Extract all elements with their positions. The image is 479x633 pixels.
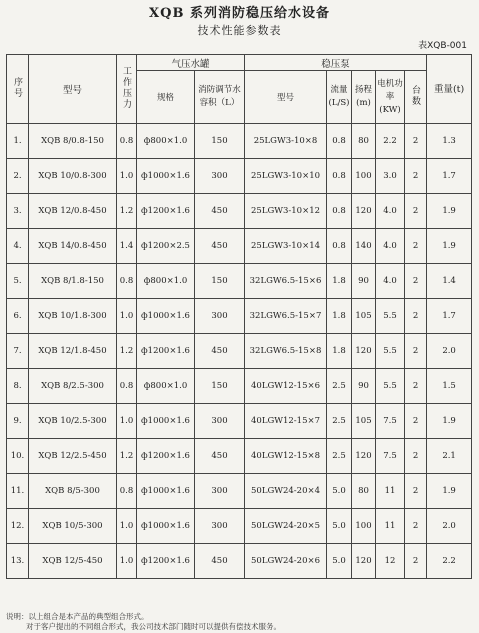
row-pump-model: 40LGW12-15×8 [245,439,327,474]
spec-table [6,54,472,579]
row-pressure: 1.0 [117,299,137,334]
row-pressure: 1.0 [117,404,137,439]
row-pump-model: 50LGW24-20×5 [245,509,327,544]
header-tank-spec: 规格 [137,71,195,124]
row-units: 2 [405,299,427,334]
footnote [6,612,281,632]
table-code: 表XQB-001 [418,41,467,51]
row-pressure: 1.0 [117,509,137,544]
table-row [7,334,472,369]
row-weight: 1.9 [427,194,472,229]
row-volume: 300 [195,474,245,509]
table-row [7,509,472,544]
row-tank-spec: ф800×1.0 [137,124,195,159]
document-subtitle: 技术性能参数表 [197,24,282,37]
row-units: 2 [405,544,427,579]
row-volume: 150 [195,369,245,404]
row-no: 12. [7,509,29,544]
row-volume: 450 [195,439,245,474]
row-flow: 5.0 [327,474,352,509]
row-model: XQB 8/1.8-150 [29,264,117,299]
row-no: 5. [7,264,29,299]
row-head: 100 [352,509,376,544]
header-pump-model: 型号 [245,71,327,124]
row-weight: 1.3 [427,124,472,159]
row-power: 5.5 [376,299,405,334]
row-model: XQB 10/2.5-300 [29,404,117,439]
table-row [7,369,472,404]
row-volume: 300 [195,509,245,544]
table-row [7,159,472,194]
row-power: 4.0 [376,264,405,299]
row-power: 4.0 [376,194,405,229]
row-model: XQB 10/0.8-300 [29,159,117,194]
row-volume: 150 [195,124,245,159]
row-units: 2 [405,334,427,369]
row-head: 140 [352,229,376,264]
footnote-line-1: 说明：以上组合是本产品的典型组合形式。 [6,612,149,621]
row-units: 2 [405,194,427,229]
row-units: 2 [405,264,427,299]
row-pressure: 0.8 [117,264,137,299]
row-weight: 1.7 [427,159,472,194]
row-model: XQB 10/5-300 [29,509,117,544]
row-head: 120 [352,334,376,369]
row-pump-model: 40LGW12-15×7 [245,404,327,439]
row-no: 4. [7,229,29,264]
row-weight: 2.2 [427,544,472,579]
row-head: 90 [352,264,376,299]
row-head: 120 [352,194,376,229]
row-pump-model: 25LGW3-10×10 [245,159,327,194]
row-weight: 1.4 [427,264,472,299]
row-units: 2 [405,474,427,509]
row-pressure: 0.8 [117,474,137,509]
header-power: 电机功率(KW) [376,71,405,124]
row-model: XQB 8/5-300 [29,474,117,509]
row-weight: 2.0 [427,509,472,544]
row-pressure: 1.2 [117,334,137,369]
row-model: XQB 12/1.8-450 [29,334,117,369]
row-power: 7.5 [376,439,405,474]
row-tank-spec: ф1000×1.6 [137,159,195,194]
row-head: 105 [352,299,376,334]
row-units: 2 [405,509,427,544]
row-model: XQB 12/5-450 [29,544,117,579]
table-row [7,544,472,579]
row-flow: 0.8 [327,124,352,159]
header-no: 序号 [7,55,29,124]
row-units: 2 [405,439,427,474]
row-pump-model: 25LGW3-10×14 [245,229,327,264]
row-pressure: 0.8 [117,369,137,404]
row-model: XQB 10/1.8-300 [29,299,117,334]
row-volume: 450 [195,194,245,229]
table-row [7,474,472,509]
row-power: 11 [376,509,405,544]
row-power: 5.5 [376,334,405,369]
row-units: 2 [405,229,427,264]
row-weight: 2.1 [427,439,472,474]
row-no: 13. [7,544,29,579]
row-units: 2 [405,124,427,159]
table-row [7,124,472,159]
row-power: 3.0 [376,159,405,194]
row-no: 9. [7,404,29,439]
row-pressure: 1.0 [117,159,137,194]
row-weight: 2.0 [427,334,472,369]
row-weight: 1.9 [427,474,472,509]
table-row [7,299,472,334]
row-head: 105 [352,404,376,439]
row-pump-model: 32LGW6.5-15×8 [245,334,327,369]
table-row [7,229,472,264]
row-weight: 1.7 [427,299,472,334]
row-head: 120 [352,544,376,579]
row-head: 80 [352,474,376,509]
row-weight: 1.9 [427,404,472,439]
row-flow: 1.8 [327,299,352,334]
row-pressure: 1.0 [117,544,137,579]
row-pressure: 0.8 [117,124,137,159]
row-tank-spec: ф1200×1.6 [137,334,195,369]
table-row [7,264,472,299]
row-volume: 150 [195,264,245,299]
row-units: 2 [405,159,427,194]
row-volume: 300 [195,299,245,334]
row-flow: 1.8 [327,334,352,369]
header-pump-group: 稳压泵 [245,55,427,71]
table-row [7,404,472,439]
row-tank-spec: ф800×1.0 [137,264,195,299]
row-pressure: 1.2 [117,439,137,474]
header-units: 台数 [405,71,427,124]
row-flow: 2.5 [327,439,352,474]
row-tank-spec: ф1200×1.6 [137,194,195,229]
row-no: 2. [7,159,29,194]
header-head: 扬程(m) [352,71,376,124]
row-tank-spec: ф1000×1.6 [137,299,195,334]
row-no: 1. [7,124,29,159]
row-volume: 300 [195,404,245,439]
row-model: XQB 12/0.8-450 [29,194,117,229]
document-title: XQB 系列消防稳压给水设备 [149,6,330,21]
row-flow: 0.8 [327,159,352,194]
row-flow: 2.5 [327,369,352,404]
header-tank-group: 气压水罐 [137,55,245,71]
row-flow: 2.5 [327,404,352,439]
row-flow: 5.0 [327,544,352,579]
row-head: 80 [352,124,376,159]
row-head: 120 [352,439,376,474]
header-work-pressure: 工作压力 [117,55,137,124]
row-pump-model: 50LGW24-20×4 [245,474,327,509]
row-pump-model: 25LGW3-10×12 [245,194,327,229]
row-power: 4.0 [376,229,405,264]
row-no: 11. [7,474,29,509]
footnote-line-2: 对于客户提出的不同组合形式，我公司技术部门随时可以提供有偿技术服务。 [26,622,281,631]
row-no: 7. [7,334,29,369]
row-pump-model: 50LGW24-20×6 [245,544,327,579]
row-power: 7.5 [376,404,405,439]
row-no: 8. [7,369,29,404]
row-flow: 5.0 [327,509,352,544]
row-units: 2 [405,369,427,404]
row-volume: 450 [195,544,245,579]
row-tank-spec: ф1200×1.6 [137,439,195,474]
row-weight: 1.9 [427,229,472,264]
table-row [7,439,472,474]
row-weight: 1.5 [427,369,472,404]
row-power: 2.2 [376,124,405,159]
row-units: 2 [405,404,427,439]
row-volume: 450 [195,229,245,264]
row-pump-model: 32LGW6.5-15×7 [245,299,327,334]
row-flow: 0.8 [327,229,352,264]
row-head: 90 [352,369,376,404]
row-power: 11 [376,474,405,509]
row-flow: 0.8 [327,194,352,229]
row-pressure: 1.4 [117,229,137,264]
row-model: XQB 12/2.5-450 [29,439,117,474]
row-volume: 450 [195,334,245,369]
row-flow: 1.8 [327,264,352,299]
row-volume: 300 [195,159,245,194]
row-pump-model: 25LGW3-10×8 [245,124,327,159]
row-power: 12 [376,544,405,579]
header-model: 型号 [29,55,117,124]
row-model: XQB 8/0.8-150 [29,124,117,159]
row-no: 6. [7,299,29,334]
header-flow: 流量(L/S) [327,71,352,124]
header-weight: 重量(t) [427,55,472,124]
row-tank-spec: ф1200×2.5 [137,229,195,264]
row-tank-spec: ф1000×1.6 [137,404,195,439]
table-row [7,194,472,229]
row-no: 3. [7,194,29,229]
row-head: 100 [352,159,376,194]
row-tank-spec: ф800×1.0 [137,369,195,404]
row-tank-spec: ф1200×1.6 [137,544,195,579]
row-power: 5.5 [376,369,405,404]
row-no: 10. [7,439,29,474]
row-pump-model: 32LGW6.5-15×6 [245,264,327,299]
row-tank-spec: ф1000×1.6 [137,474,195,509]
row-pressure: 1.2 [117,194,137,229]
row-model: XQB 8/2.5-300 [29,369,117,404]
header-fire-volume: 消防调节水容积（L） [195,71,245,124]
row-tank-spec: ф1000×1.6 [137,509,195,544]
row-model: XQB 14/0.8-450 [29,229,117,264]
row-pump-model: 40LGW12-15×6 [245,369,327,404]
